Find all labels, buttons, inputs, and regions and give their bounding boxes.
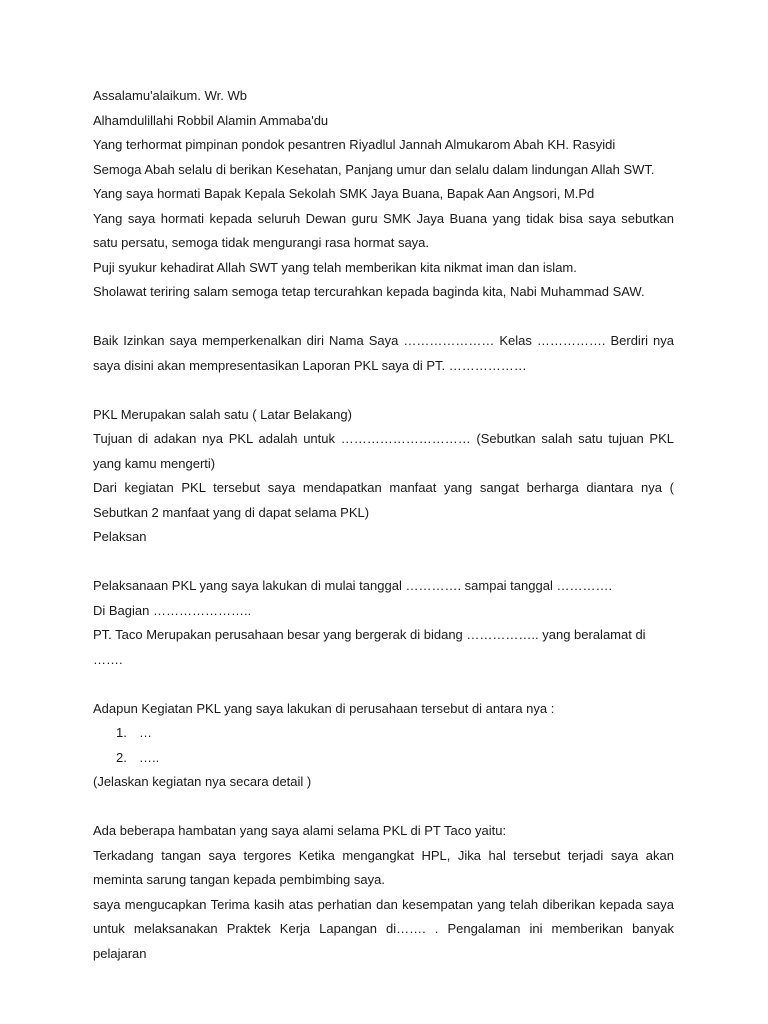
- address-line: Yang saya hormati Bapak Kepala Sekolah SMK Jaya Buana, Bapak Aan Angsori, M.Pd: [93, 186, 595, 201]
- activities-list: [93, 721, 674, 770]
- greeting-line: Assalamu'alaikum. Wr. Wb: [93, 88, 247, 103]
- address-line: Puji syukur kehadirat Allah SWT yang telah memberikan kita nikmat iman dan islam.: [93, 259, 577, 275]
- division-line: Di Bagian …………………..: [93, 602, 252, 618]
- list-item-number: 1.: [116, 725, 127, 740]
- obstacles-intro: Ada beberapa hambatan yang saya alami selama PKL di PT Taco yaitu:: [93, 823, 507, 838]
- company-line: PT. Taco Merupakan perusahaan besar yang bergerak di bidang …………….. yang beralamat di …….: [93, 627, 646, 667]
- address-line: Semoga Abah selalu di berikan Kesehatan, Panjang umur dan selalu dalam lindungan Allah SWT.: [93, 161, 655, 177]
- activities-note: (Jelaskan kegiatan nya secara detail ): [93, 774, 312, 789]
- closing-paragraph: saya mengucapkan Terima kasih atas perhatian dan kesempatan yang telah diberikan kepada saya untuk melaksanakan Praktek Kerja Lapangan di……. . Pengalaman ini memberikan banyak pelajaran: [93, 896, 674, 961]
- paragraph-gap: [93, 550, 674, 575]
- opening-line: Alhamdulillahi Robbil Alamin Ammaba'du: [93, 112, 329, 128]
- paragraph-gap: [93, 795, 674, 820]
- list-item-text: …..: [139, 749, 160, 765]
- pkl-benefit-paragraph: Dari kegiatan PKL tersebut saya mendapatkan manfaat yang sangat berharga diantara nya ( Sebutkan 2 manfaat yang di dapat selama PKL): [93, 480, 674, 520]
- address-line: Sholawat teriring salam semoga tetap tercurahkan kepada baginda kita, Nabi Muhammad SAW.: [93, 284, 645, 299]
- list-item-number: 2.: [116, 749, 127, 765]
- activities-intro: Adapun Kegiatan PKL yang saya lakukan di perusahaan tersebut di antara nya :: [93, 700, 555, 716]
- list-item-text: …: [139, 725, 152, 740]
- introduction-paragraph: Baik Izinkan saya memperkenalkan diri Nama Saya ………………… Kelas ……………. Berdiri nya saya disini akan mempresentasikan Laporan PKL saya di PT. ………………: [93, 333, 674, 373]
- paragraph-gap: [93, 305, 674, 330]
- document-body: [93, 84, 674, 966]
- paragraph-gap: [93, 378, 674, 403]
- pelaksan-line: Pelaksan: [93, 529, 147, 544]
- address-line: Yang terhormat pimpinan pondok pesantren Riyadlul Jannah Almukarom Abah KH. Rasyidi: [93, 137, 616, 152]
- execution-line: Pelaksanaan PKL yang saya lakukan di mulai tanggal …………. sampai tanggal ………….: [93, 578, 613, 593]
- pkl-background-line: PKL Merupakan salah satu ( Latar Belakang): [93, 406, 352, 422]
- paragraph-gap: [93, 672, 674, 697]
- list-item: [93, 721, 674, 746]
- address-line: Yang saya hormati kepada seluruh Dewan guru SMK Jaya Buana yang tidak bisa saya sebutkan satu persatu, semoga tidak mengurangi rasa hormat saya.: [93, 210, 674, 250]
- list-item: [93, 746, 674, 771]
- pkl-goal-paragraph: Tujuan di adakan nya PKL adalah untuk ………………………… (Sebutkan salah satu tujuan PKL yang kamu mengerti): [93, 431, 674, 471]
- obstacle-paragraph: Terkadang tangan saya tergores Ketika mengangkat HPL, Jika hal tersebut terjadi saya akan meminta sarung tangan kepada pembimbing saya.: [93, 847, 674, 887]
